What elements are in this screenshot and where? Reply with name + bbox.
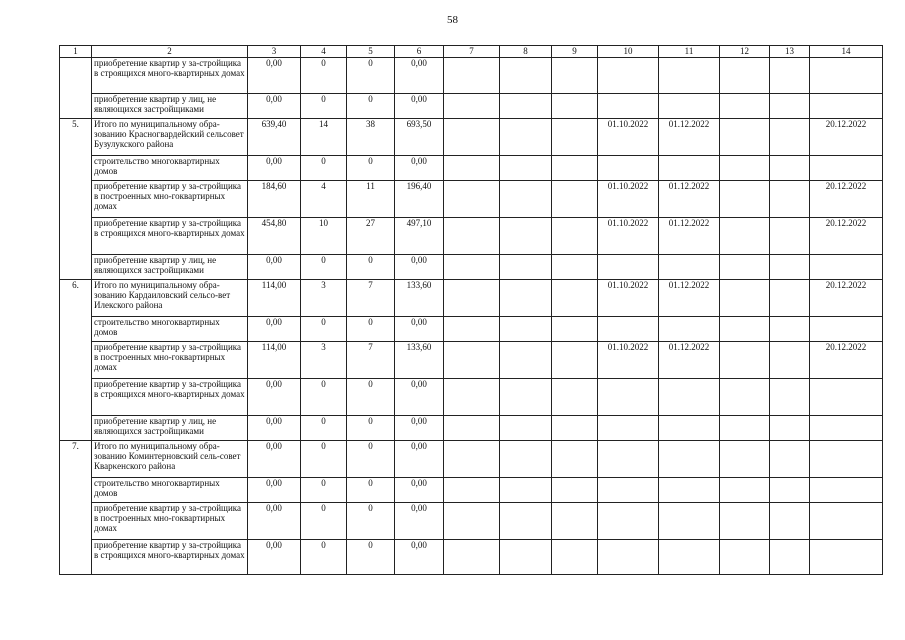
cell-c11 [659,416,720,441]
cell-c10 [598,503,659,540]
empty-cell [552,342,598,379]
cell-c5: 0 [347,503,395,540]
cell-c6: 133,60 [395,342,444,379]
cell-c11 [659,156,720,181]
cell-c3: 114,00 [248,280,301,317]
cell-c3: 0,00 [248,416,301,441]
cell-c10 [598,94,659,119]
empty-cell [720,540,770,575]
empty-cell [720,342,770,379]
empty-cell [444,317,500,342]
empty-cell [552,280,598,317]
empty-cell [552,478,598,503]
description-cell: Итого по муниципальному обра-зованию Коминтерновский сель-совет Кварκенского района [92,441,248,478]
column-header: 11 [659,46,720,58]
empty-cell [444,416,500,441]
empty-cell [720,441,770,478]
empty-cell [720,58,770,94]
description-cell: Итого по муниципальному обра-зованию Красногвардейский сельсовет Бузулукского района [92,119,248,156]
empty-cell [720,218,770,255]
cell-c11 [659,503,720,540]
empty-cell [552,416,598,441]
cell-c14 [810,58,883,94]
empty-cell [770,478,810,503]
description-cell: приобретение квартир у за-стройщика в построенных мно-гоквартирных домах [92,181,248,218]
cell-c11 [659,255,720,280]
empty-cell [552,58,598,94]
cell-c10: 01.10.2022 [598,342,659,379]
empty-cell [444,441,500,478]
empty-cell [770,218,810,255]
description-cell: приобретение квартир у лиц, не являющихся застройщиками [92,255,248,280]
table-row [60,58,883,94]
empty-cell [552,379,598,416]
empty-cell [500,181,552,218]
header-row [60,46,883,58]
cell-c14 [810,441,883,478]
cell-c3: 0,00 [248,58,301,94]
cell-c14 [810,317,883,342]
column-header: 6 [395,46,444,58]
empty-cell [500,478,552,503]
cell-c3: 0,00 [248,441,301,478]
empty-cell [552,441,598,478]
cell-c6: 0,00 [395,503,444,540]
empty-cell [770,379,810,416]
cell-c5: 0 [347,379,395,416]
empty-cell [770,58,810,94]
empty-cell [552,181,598,218]
empty-cell [770,540,810,575]
cell-c4: 3 [301,280,347,317]
cell-c5: 0 [347,255,395,280]
cell-c14 [810,94,883,119]
column-header: 10 [598,46,659,58]
cell-c10 [598,317,659,342]
cell-c3: 0,00 [248,540,301,575]
cell-c6: 497,10 [395,218,444,255]
empty-cell [444,379,500,416]
empty-cell [720,503,770,540]
cell-c10 [598,156,659,181]
cell-c3: 0,00 [248,503,301,540]
table-row [60,94,883,119]
cell-c11 [659,58,720,94]
cell-c3: 0,00 [248,94,301,119]
cell-c14: 20.12.2022 [810,181,883,218]
cell-c11: 01.12.2022 [659,218,720,255]
cell-c14 [810,478,883,503]
cell-c6: 133,60 [395,280,444,317]
cell-c4: 0 [301,317,347,342]
cell-c10 [598,58,659,94]
empty-cell [720,280,770,317]
cell-c4: 0 [301,58,347,94]
empty-cell [500,379,552,416]
cell-c4: 0 [301,255,347,280]
empty-cell [444,280,500,317]
empty-cell [720,379,770,416]
cell-c14 [810,416,883,441]
cell-c4: 10 [301,218,347,255]
cell-c14 [810,379,883,416]
column-header: 13 [770,46,810,58]
cell-c4: 0 [301,441,347,478]
cell-c6: 0,00 [395,94,444,119]
cell-c10 [598,540,659,575]
description-cell: строительство многоквартирных домов [92,317,248,342]
table-row [60,441,883,478]
empty-cell [720,119,770,156]
cell-c4: 3 [301,342,347,379]
cell-c6: 0,00 [395,416,444,441]
cell-c4: 0 [301,540,347,575]
empty-cell [500,441,552,478]
cell-c4: 0 [301,156,347,181]
cell-c6: 0,00 [395,58,444,94]
cell-c14: 20.12.2022 [810,218,883,255]
cell-c5: 0 [347,94,395,119]
empty-cell [720,416,770,441]
cell-c6: 0,00 [395,540,444,575]
cell-c11 [659,478,720,503]
empty-cell [444,342,500,379]
cell-c3: 0,00 [248,379,301,416]
cell-c3: 184,60 [248,181,301,218]
table-row [60,503,883,540]
description-cell: приобретение квартир у за-стройщика в строящихся много-квартирных домах [92,379,248,416]
empty-cell [552,119,598,156]
cell-c10 [598,255,659,280]
cell-c11: 01.12.2022 [659,342,720,379]
empty-cell [770,317,810,342]
description-cell: приобретение квартир у лиц, не являющихся застройщиками [92,416,248,441]
cell-c6: 0,00 [395,379,444,416]
table-row [60,416,883,441]
empty-cell [770,441,810,478]
cell-c10 [598,478,659,503]
row-number-cell [60,58,92,119]
empty-cell [444,181,500,218]
empty-cell [500,119,552,156]
empty-cell [720,317,770,342]
cell-c3: 114,00 [248,342,301,379]
table-row [60,280,883,317]
cell-c4: 4 [301,181,347,218]
empty-cell [770,342,810,379]
empty-cell [444,119,500,156]
empty-cell [500,156,552,181]
empty-cell [552,317,598,342]
column-header: 1 [60,46,92,58]
cell-c6: 0,00 [395,317,444,342]
description-cell: приобретение квартир у за-стройщика в строящихся много-квартирных домах [92,58,248,94]
column-header: 12 [720,46,770,58]
cell-c5: 38 [347,119,395,156]
empty-cell [444,503,500,540]
cell-c4: 0 [301,379,347,416]
cell-c14 [810,156,883,181]
cell-c5: 0 [347,540,395,575]
cell-c5: 7 [347,342,395,379]
cell-c10 [598,379,659,416]
description-cell: строительство многоквартирных домов [92,156,248,181]
description-cell: Итого по муниципальному обра-зованию Кардаиловский сельсо-вет Илекского района [92,280,248,317]
cell-c10 [598,416,659,441]
cell-c4: 0 [301,416,347,441]
empty-cell [720,156,770,181]
table-row [60,317,883,342]
empty-cell [770,156,810,181]
row-number-cell: 7. [60,441,92,575]
table-row [60,218,883,255]
table-row [60,478,883,503]
cell-c4: 0 [301,478,347,503]
empty-cell [500,317,552,342]
cell-c6: 0,00 [395,156,444,181]
description-cell: приобретение квартир у за-стройщика в построенных мно-гоквартирных домах [92,503,248,540]
table-row [60,342,883,379]
cell-c11 [659,441,720,478]
cell-c11 [659,379,720,416]
table-row [60,255,883,280]
empty-cell [552,94,598,119]
cell-c6: 0,00 [395,255,444,280]
column-header: 5 [347,46,395,58]
empty-cell [444,255,500,280]
column-header: 9 [552,46,598,58]
cell-c11: 01.12.2022 [659,280,720,317]
description-cell: приобретение квартир у за-стройщика в построенных мно-гоквартирных домах [92,342,248,379]
row-number-cell: 5. [60,119,92,280]
cell-c10: 01.10.2022 [598,218,659,255]
cell-c3: 0,00 [248,478,301,503]
cell-c4: 0 [301,94,347,119]
empty-cell [552,503,598,540]
table-row [60,181,883,218]
empty-cell [444,478,500,503]
table-row [60,540,883,575]
empty-cell [500,218,552,255]
empty-cell [720,181,770,218]
cell-c4: 0 [301,503,347,540]
cell-c3: 0,00 [248,317,301,342]
cell-c3: 454,80 [248,218,301,255]
column-header: 3 [248,46,301,58]
empty-cell [500,416,552,441]
cell-c10: 01.10.2022 [598,181,659,218]
cell-c10 [598,441,659,478]
empty-cell [500,58,552,94]
empty-cell [770,255,810,280]
empty-cell [500,503,552,540]
table-row [60,119,883,156]
cell-c5: 0 [347,478,395,503]
cell-c14 [810,255,883,280]
cell-c6: 693,50 [395,119,444,156]
cell-c14 [810,503,883,540]
cell-c6: 0,00 [395,441,444,478]
cell-c14: 20.12.2022 [810,280,883,317]
cell-c5: 0 [347,156,395,181]
empty-cell [444,218,500,255]
empty-cell [444,156,500,181]
empty-cell [720,94,770,119]
empty-cell [552,218,598,255]
cell-c5: 27 [347,218,395,255]
cell-c14: 20.12.2022 [810,342,883,379]
table-row [60,156,883,181]
empty-cell [500,540,552,575]
empty-cell [552,156,598,181]
cell-c14: 20.12.2022 [810,119,883,156]
empty-cell [770,280,810,317]
cell-c5: 0 [347,441,395,478]
cell-c3: 0,00 [248,156,301,181]
cell-c11: 01.12.2022 [659,119,720,156]
row-number-cell: 6. [60,280,92,441]
cell-c10: 01.10.2022 [598,280,659,317]
empty-cell [552,255,598,280]
description-cell: строительство многоквартирных домов [92,478,248,503]
cell-c4: 14 [301,119,347,156]
empty-cell [770,503,810,540]
cell-c11 [659,540,720,575]
column-header: 7 [444,46,500,58]
description-cell: приобретение квартир у за-стройщика в строящихся много-квартирных домах [92,540,248,575]
cell-c5: 11 [347,181,395,218]
empty-cell [444,94,500,119]
empty-cell [500,280,552,317]
empty-cell [500,342,552,379]
cell-c11 [659,94,720,119]
empty-cell [444,58,500,94]
column-header: 2 [92,46,248,58]
empty-cell [770,94,810,119]
cell-c6: 196,40 [395,181,444,218]
cell-c5: 0 [347,58,395,94]
cell-c14 [810,540,883,575]
empty-cell [770,416,810,441]
empty-cell [720,478,770,503]
cell-c11 [659,317,720,342]
column-header: 4 [301,46,347,58]
cell-c5: 0 [347,317,395,342]
cell-c5: 7 [347,280,395,317]
page-number: 58 [447,14,458,26]
empty-cell [720,255,770,280]
empty-cell [770,119,810,156]
cell-c3: 639,40 [248,119,301,156]
description-cell: приобретение квартир у за-стройщика в строящихся много-квартирных домах [92,218,248,255]
empty-cell [444,540,500,575]
cell-c11: 01.12.2022 [659,181,720,218]
empty-cell [552,540,598,575]
empty-cell [500,255,552,280]
table-row [60,379,883,416]
data-table [59,45,883,575]
cell-c3: 0,00 [248,255,301,280]
cell-c10: 01.10.2022 [598,119,659,156]
empty-cell [500,94,552,119]
cell-c5: 0 [347,416,395,441]
empty-cell [770,181,810,218]
cell-c6: 0,00 [395,478,444,503]
column-header: 8 [500,46,552,58]
column-header: 14 [810,46,883,58]
description-cell: приобретение квартир у лиц, не являющихся застройщиками [92,94,248,119]
